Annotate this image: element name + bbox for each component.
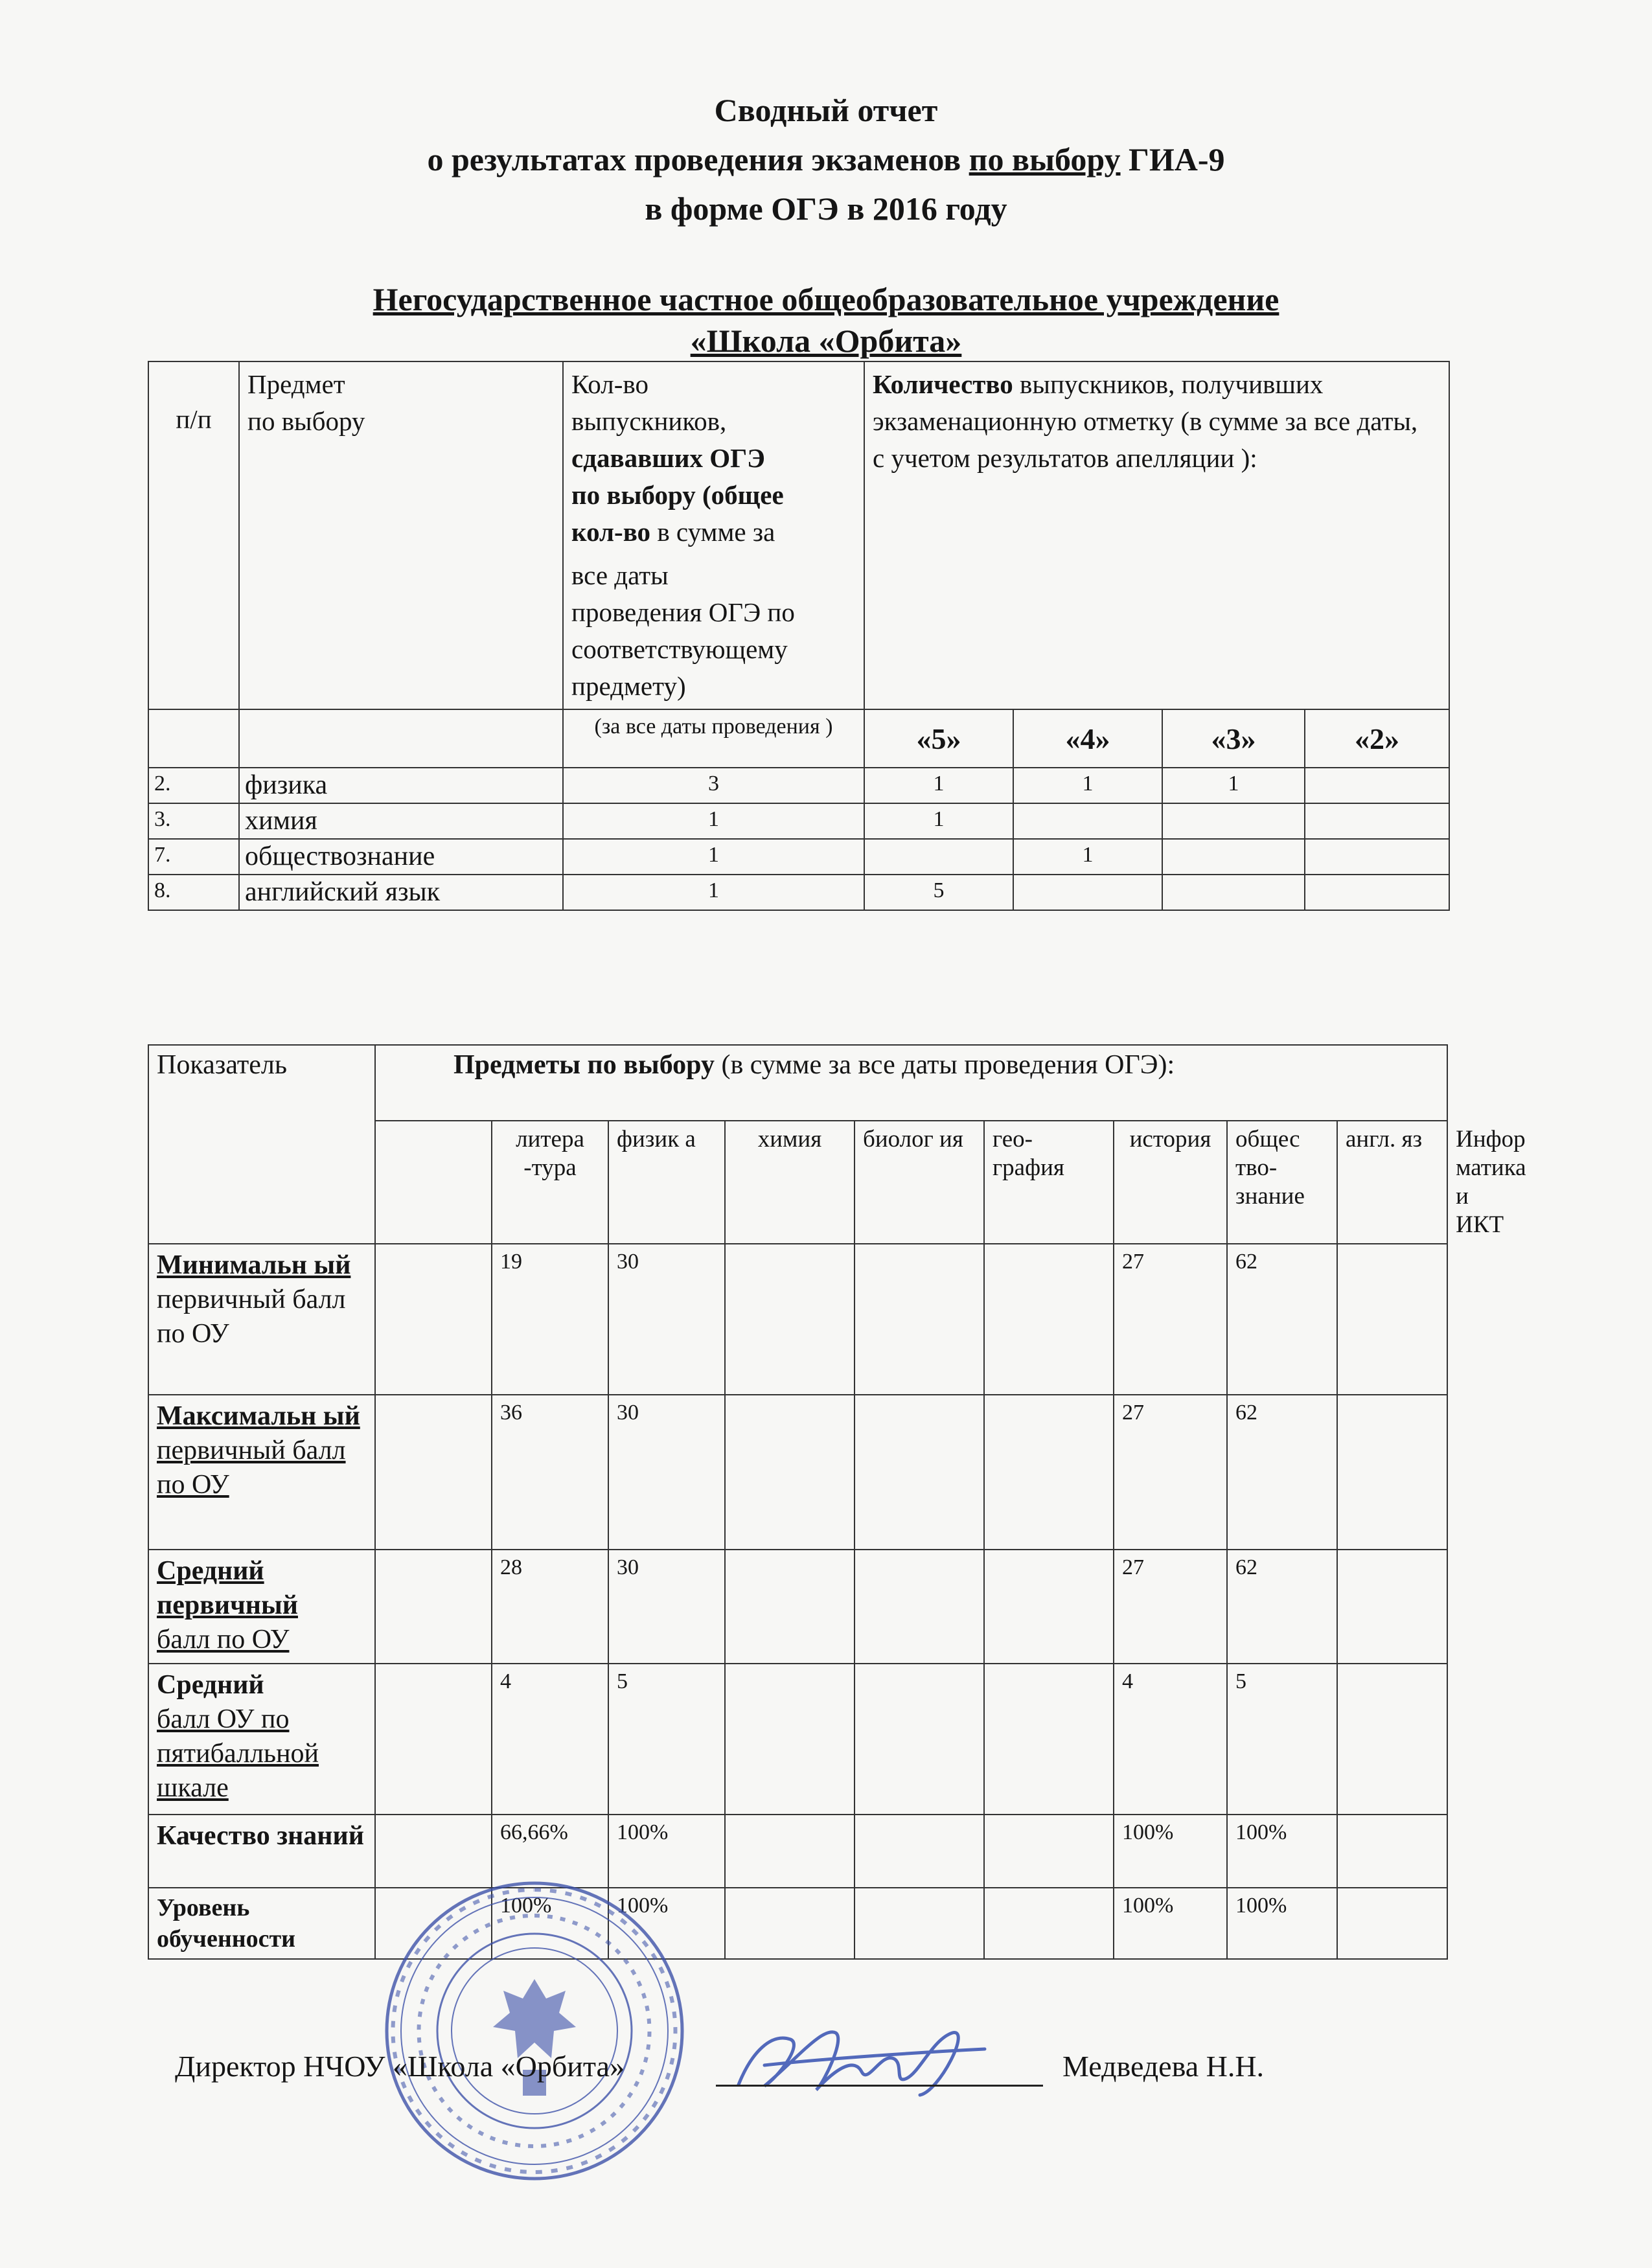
- subject-history: история: [1114, 1121, 1227, 1244]
- col-count-header: Кол-во выпускников, сдававших ОГЭ по выбору (общее кол-во в сумме за все даты проведения ОГЭ по соответствующему предмету): [563, 361, 864, 709]
- table-row: Минимальн ый первичный балл по ОУ 19 30 27 62: [148, 1244, 1447, 1395]
- subject-biology: биолог ия: [855, 1121, 984, 1244]
- title-line-3: в форме ОГЭ в 2016 году: [645, 190, 1007, 227]
- table-row: Средний балл ОУ по пятибалльной шкале 4 5 4 5: [148, 1664, 1447, 1815]
- grade-2-header: «2»: [1305, 709, 1449, 768]
- table-row: Качество знаний 66,66% 100% 100% 100%: [148, 1815, 1447, 1888]
- col-grades-header: Количество выпускников, получивших экзаменационную отметку (в сумме за все даты, с учетом результатов апелляции ):: [864, 361, 1449, 709]
- organization-name: Негосударственное частное общеобразовательное учреждение «Школа «Орбита»: [373, 281, 1279, 359]
- grade-3-header: «3»: [1162, 709, 1305, 768]
- official-seal-stamp: [379, 1875, 690, 2186]
- director-signature: [726, 2013, 998, 2104]
- col-subject-header: Предмет по выбору: [239, 361, 563, 709]
- table-row: 8. английский язык 1 5: [148, 875, 1449, 910]
- grade-5-header: «5»: [864, 709, 1013, 768]
- table-row: 7. обществознание 1 1: [148, 839, 1449, 875]
- subject-physics: физик а: [608, 1121, 725, 1244]
- grade-4-header: «4»: [1013, 709, 1162, 768]
- director-label: Директор НЧОУ «Школа «Орбита»: [175, 2050, 625, 2083]
- col-number-header: п/п: [148, 361, 239, 709]
- sub-dates-label: (за все даты проведения ): [563, 709, 864, 768]
- table-row: Максимальн ый первичный балл по ОУ 36 30 27 62: [148, 1395, 1447, 1550]
- subject-english: англ. яз: [1337, 1121, 1447, 1244]
- indicator-header: Показатель: [148, 1045, 375, 1244]
- table-row: Средний первичный балл по ОУ 28 30 27 62: [148, 1550, 1447, 1664]
- signature-line: [716, 2085, 1043, 2087]
- report-title: [0, 86, 1652, 233]
- subject-geography: гео- графия: [984, 1121, 1114, 1244]
- table-row: Уровень обученности 100% 100% 100% 100%: [148, 1888, 1447, 1959]
- title-line-2: о результатах проведения экзаменов по выбору ГИА-9: [427, 141, 1225, 178]
- director-name: Медведева Н.Н.: [1062, 2050, 1265, 2083]
- scores-table: Показатель Предметы по выбору (в сумме за все даты проведения ОГЭ): литера -тура физик а химия биолог ия гео- графия история общес тво- знание англ. яз Инфор матика и ИКТ Минимальн ый первичный балл по ОУ 19 30 27 62 Максимальн ый первичный балл по ОУ 36 30 27 62 Средний первичный балл по ОУ 28 30 27 62 Средний балл ОУ по пятибалльной шкале 4 5 4 5 Качество знаний 66,66% 100% 100% 100% Уровень обученности 100% 100% 100% 100%: [148, 1044, 1448, 1960]
- subject-literature: литера -тура: [492, 1121, 608, 1244]
- table-row: 3. химия 1 1: [148, 803, 1449, 839]
- title-line-1: Сводный отчет: [714, 92, 938, 128]
- subject-chemistry: химия: [725, 1121, 855, 1244]
- grades-table: [148, 361, 1450, 911]
- subject-social-studies: общес тво- знание: [1227, 1121, 1337, 1244]
- subjects-header: Предметы по выбору (в сумме за все даты проведения ОГЭ):: [375, 1045, 1447, 1121]
- table-row: 2. физика 3 1 1 1: [148, 768, 1449, 803]
